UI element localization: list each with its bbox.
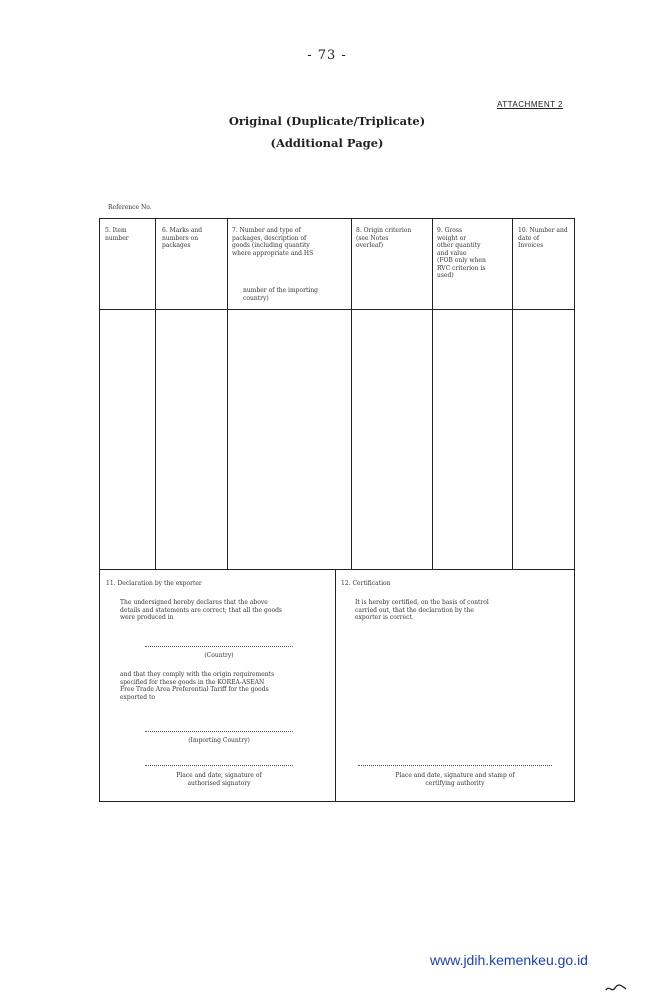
importing-country-dotted-line	[145, 731, 293, 732]
certification-title: 12. Certification	[341, 580, 391, 587]
country-dotted-line	[145, 646, 293, 647]
column-header-item-number: 5. Item number	[105, 227, 129, 242]
column-divider	[351, 219, 352, 569]
column-header-invoices: 10. Number and date of Invoices	[518, 227, 568, 249]
document-subtitle: (Additional Page)	[270, 136, 384, 150]
footer-url: www.jdih.kemenkeu.go.id	[430, 952, 588, 968]
declaration-text-1: The undersigned hereby declares that the above details and statements are correct; that all the goods were produced in	[120, 599, 282, 621]
reference-number-label: Reference No.	[108, 204, 152, 211]
certificate-table	[99, 218, 575, 802]
declaration-title: 11. Declaration by the exporter	[106, 580, 202, 587]
column-divider	[432, 219, 433, 569]
certifying-signature-label: Place and date, signature and stamp of certifying authority	[395, 772, 515, 787]
section-divider	[100, 569, 574, 570]
country-label: (Country)	[204, 652, 234, 659]
importing-country-label: (Importing Country)	[188, 737, 250, 744]
header-divider	[100, 309, 574, 310]
column-header-marks: 6. Marks and numbers on packages	[162, 227, 203, 249]
column-header-gross-weight: 9. Gross weight or other quantity and value (FOB only when RVC criterion is used)	[437, 227, 486, 279]
section-column-divider	[335, 569, 336, 801]
column-divider	[512, 219, 513, 569]
page-number: - 73 -	[307, 48, 347, 63]
exporter-signature-line	[145, 765, 293, 766]
exporter-signature-label: Place and date, signature of authorised signatory	[176, 772, 262, 787]
column-divider	[155, 219, 156, 569]
column-header-description-extra: number of the importing country)	[243, 287, 319, 302]
column-divider	[227, 219, 228, 569]
column-header-origin-criterion: 8. Origin criterion (see Notes overleaf)	[356, 227, 412, 249]
handwritten-mark	[604, 980, 628, 999]
certifying-signature-line	[358, 765, 552, 766]
declaration-text-2: and that they comply with the origin requirements specified for these goods in the KOREA-ASEAN Free Trade Area Preferential Tariff for the goods exported to	[120, 671, 275, 701]
column-header-description: 7. Number and type of packages, description of goods (including quantity where appropriate and HS	[232, 227, 314, 257]
attachment-label: ATTACHMENT 2	[497, 100, 564, 109]
certification-text: It is hereby certified, on the basis of control carried out, that the declaration by the exporter is correct.	[355, 599, 489, 621]
document-title: Original (Duplicate/Triplicate)	[228, 114, 426, 128]
